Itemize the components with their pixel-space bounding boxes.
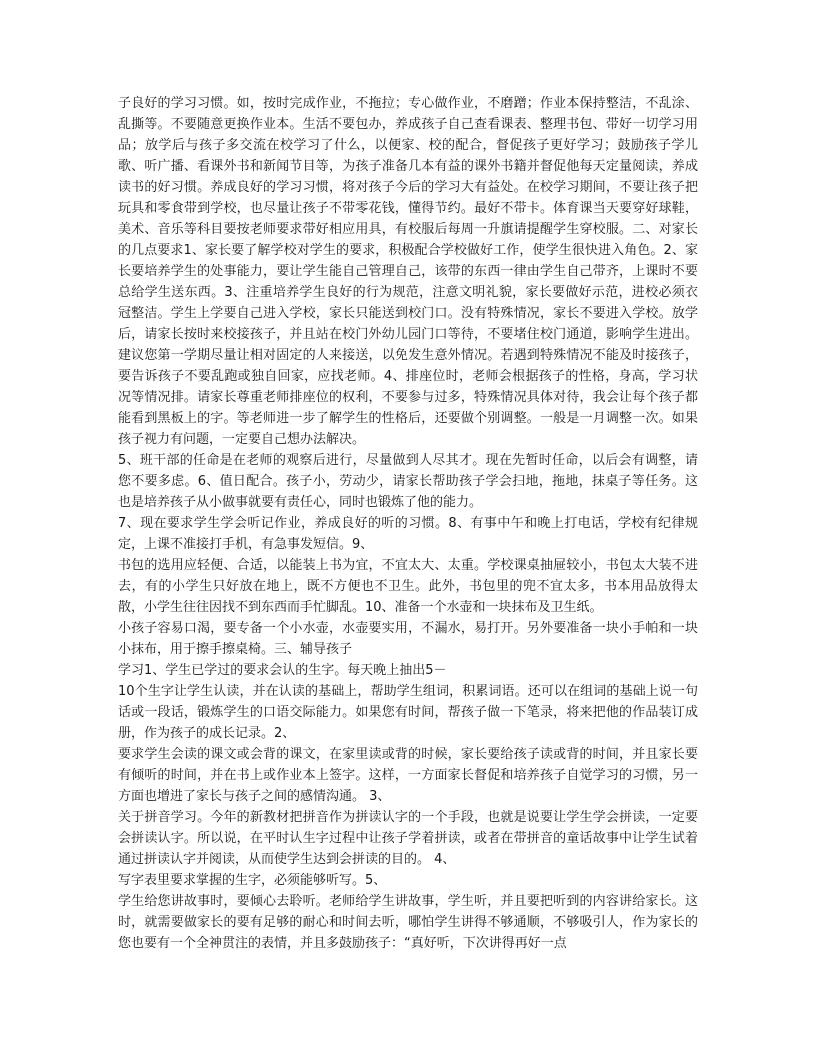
paragraph-class-cadres: 5、班干部的任命是在老师的观察后进行，尽量做到人尽其才。现在先暂时任命，以后会有调整，请您不要多虑。6、值日配合。孩子小，劳动少，请家长帮助孩子学会扫地，拖地，抹桌子等任务。这也是培养孩子从小做事就要有责任心，同时也锻炼了他的能力。 [118,453,698,510]
paragraph-storytelling: 学生给您讲故事时，要倾心去聆听。老师给学生讲故事，学生听，并且要把听到的内容讲给家长。这时，就需要做家长的要有足够的耐心和时间去听，哪怕学生讲得不够通顺，不够吸引人，作为家长的您也要有一个全神贯注的表情，并且多鼓励孩子：“真好听，下次讲得再好一点 [118,894,698,951]
document-page [118,93,698,954]
paragraph-water-bottle: 小孩子容易口渴，要专备一个小水壶，水壶要实用，不漏水，易打开。另外要准备一块小手帕和一块小抹布，用于擦手擦桌椅。三、辅导孩子 [118,621,698,657]
paragraph-dictation: 写字表里要求掌握的生字，必须能够听写。5、 [118,873,387,888]
paragraph-school-bag: 书包的选用应轻便、合适，以能装上书为宜，不宜太大、太重。学校课桌抽屉较小，书包太大装不进去，有的小学生只好放在地上，既不方便也不卫生。此外，书包里的兜不宜太多，书本用品放得太散，小学生往往因找不到东西而手忙脚乱。10、准备一个水壶和一块抹布及卫生纸。 [118,558,698,615]
paragraph-homework-listening: 7、现在要求学生学会听记作业，养成良好的听的习惯。8、有事中午和晚上打电话，学校有纪律规定，上课不准接打手机，有急事发短信。9、 [118,516,698,552]
paragraph-study-habits: 子良好的学习习惯。如，按时完成作业，不拖拉；专心做作业，不磨蹭；作业本保持整洁，不乱涂、乱撕等。不要随意更换作业本。生活不要包办，养成孩子自己查看课表、整理书包、带好一切学习用品；放学后与孩子多交流在校学习了什么，以便家、校的配合，督促孩子更好学习；鼓励孩子学儿歌、听广播、看课外书和新闻节目等，为孩子准备几本有益的课外书籍并督促他每天定量阅读，养成读书的好习惯。养成良好的学习习惯，将对孩子今后的学习大有益处。在校学习期间，不要让孩子把玩具和零食带到学校，也尽量让孩子不带零花钱，懂得节约。最好不带卡。体育课当天要穿好球鞋，美术、音乐等科目要按老师要求带好相应用具，有校服后每周一升旗请提醒学生穿校服。二、对家长的几点要求1、家长要了解学校对学生的要求，积极配合学校做好工作，使学生很快进入角色。2、家长要培养学生的处事能力，要让学生能自己管理自己，该带的东西一律由学生自己带齐，上课时不要总给学生送东西。3、注重培养学生良好的行为规范，注意文明礼貌，家长要做好示范，进校必须衣冠整洁。学生上学要自己进入学校，家长只能送到校门口。没有特殊情况，家长不要进入学校。放学后，请家长按时来校接孩子，并且站在校门外幼儿园门口等待，不要堵住校门通道，影响学生进出。建议您第一学期尽量让相对固定的人来接送，以免发生意外情况。若遇到特殊情况不能及时接孩子，要告诉孩子不要乱跑或独自回家，应找老师。4、排座位时，老师会根据孩子的性格，身高，学习状况等情况排。请家长尊重老师排座位的权利，不要参与过多，特殊情况具体对待，我会让每个孩子都能看到黑板上的字。等老师进一步了解学生的性格后，还要做个别调整。一般是一月调整一次。如果孩子视力有问题，一定要自己想办法解决。 [118,96,698,447]
paragraph-word-recognition: 10个生字让学生认读，并在认读的基础上，帮助学生组词，积累词语。还可以在组词的基础上说一句话或一段话，锻炼学生的口语交际能力。如果您有时间，帮孩子做一下笔录，将来把他的作品装订成册，作为孩子的成长记录。2、 [118,684,698,741]
paragraph-reading-recitation: 要求学生会读的课文或会背的课文，在家里读或背的时候，家长要给孩子读或背的时间，并且家长要有倾听的时间，并在书上或作业本上签字。这样，一方面家长督促和培养孩子自觉学习的习惯，另一方面也增进了家长与孩子之间的感情沟通。 3、 [118,747,698,804]
paragraph-study-item-1: 学习1、学生已学过的要求会认的生字。每天晚上抽出5－ [118,663,447,678]
paragraph-pinyin-learning: 关于拼音学习。今年的新教材把拼音作为拼读认字的一个手段，也就是说要让学生学会拼读，一定要会拼读认字。所以说，在平时认生字过程中让孩子学着拼读，或者在带拼音的童话故事中让学生试着通过拼读认字并阅读，从而使学生达到会拼读的目的。 4、 [118,810,698,867]
